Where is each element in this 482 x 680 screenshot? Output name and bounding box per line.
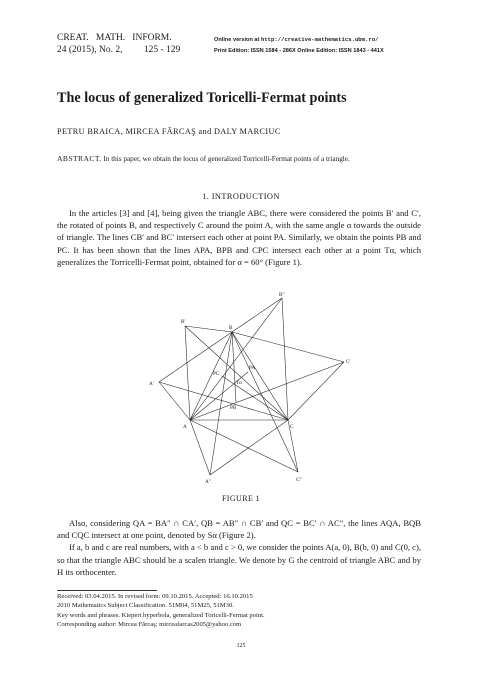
label-pa: PA bbox=[249, 365, 256, 371]
figure-1-diagram bbox=[140, 288, 362, 486]
online-version-line bbox=[214, 34, 384, 46]
footnote-received: Received: 03.04.2015. In revised form: 09.10.2015. Accepted: 16.10.2015 bbox=[57, 593, 253, 600]
label-b: B bbox=[229, 325, 233, 331]
label-pc: PC bbox=[213, 371, 220, 377]
paragraph-3: If a, b and c are real numbers, with a < b and c > 0, we consider the points A(a, 0), B(b, 0) and C(0, c), so that the triangle ABC should be a scalen triangle. We denote by G the centroid of triangle ABC and by H its orthocenter. bbox=[57, 542, 421, 577]
label-pb: PB bbox=[230, 405, 237, 411]
label-b2: B″ bbox=[279, 292, 285, 298]
journal-citation bbox=[57, 32, 180, 56]
segment-b1-a bbox=[185, 326, 190, 420]
segment-b2-c bbox=[282, 298, 288, 420]
label-t-alpha: Tα bbox=[236, 380, 242, 386]
segment-b2-b bbox=[232, 298, 282, 332]
segment-a1-b bbox=[159, 332, 232, 382]
edition-info bbox=[214, 34, 384, 57]
section-heading: 1. INTRODUCTION bbox=[202, 192, 280, 201]
label-a: A bbox=[183, 424, 187, 430]
paper-title: The locus of generalized Toricelli-Fermat points bbox=[57, 90, 347, 106]
intro-paragraph-text: In the articles [3] and [4], being given the triangle ABC, there were considered the points B′ and C′, the rotated of points B, and respectively C around the point A, with the same angle α towards the outside of triangle. The lines CB′ and BC′ intersect each other at point PA. Similarly, we obtain the points PB and PC. It has been shown that the lines APA, BPB and CPC intersect each other at a point Tα, which generalizes the Torricelli-Fermat point, obtained for α = 60° (Figure 1). bbox=[57, 208, 421, 267]
segment-a2-b bbox=[210, 332, 232, 475]
segment-c2-b bbox=[232, 332, 298, 472]
abstract-text: In this paper, we obtain the locus of generalized Torricelli-Fermat points of a triangle. bbox=[103, 155, 350, 163]
journal-citation-line1: CREAT. MATH. INFORM. bbox=[57, 33, 172, 43]
intro-paragraph bbox=[57, 207, 421, 268]
paragraph-2: Also, considering QA = BA″ ∩ CA′, QB = AB″ ∩ CB′ and QC = BC′ ∩ AC″, the lines AQA, BQB and CQC intersect at one point, denoted by Sα (Figure 2). bbox=[57, 518, 421, 541]
segment-c1-b bbox=[232, 332, 344, 362]
body-paragraphs bbox=[57, 517, 421, 578]
online-url-link[interactable]: http://creative-mathematics.ubm.ro/ bbox=[260, 36, 379, 43]
footnote-keywords: Key words and phrases. Kiepert hyperbola, generalized Toricelli-Fermat point. bbox=[57, 611, 265, 619]
journal-citation-line2: 24 (2015), No. 2, 125 - 129 bbox=[57, 45, 181, 55]
segment-b1-b bbox=[185, 326, 232, 332]
segment-a2-c bbox=[210, 420, 288, 475]
figure-lines bbox=[159, 298, 344, 475]
footnote-msc: 2010 Mathematics Subject Classification. 51M04, 51M25, 51M30. bbox=[57, 602, 234, 610]
print-edition-line: Print Edition: ISSN 1584 - 286X Online Edition: ISSN 1843 - 441X bbox=[214, 48, 384, 54]
footnote-rule bbox=[57, 590, 157, 591]
segment-a1-a bbox=[159, 382, 190, 420]
cevian-c-pc bbox=[222, 376, 288, 420]
cevian-b-pb bbox=[232, 332, 236, 402]
abstract bbox=[57, 154, 350, 163]
label-a1: A′ bbox=[149, 381, 154, 387]
segment-c1-c bbox=[288, 362, 344, 420]
figure-point-labels bbox=[149, 292, 351, 485]
label-c: C bbox=[290, 424, 294, 430]
page-number: 125 bbox=[236, 643, 246, 649]
label-c1: C′ bbox=[346, 359, 351, 365]
online-version-prefix: Online version at bbox=[214, 37, 261, 43]
abstract-label: ABSTRACT. bbox=[57, 154, 102, 163]
paper-authors: PETRU BRAICA, MIRCEA FĂRCAŞ and DALY MARCIUC bbox=[57, 127, 281, 136]
label-c2: C″ bbox=[296, 477, 302, 483]
footnote-corresponding: Corresponding author: Mircea Fărcaş; mirceafarcas2005@yahoo.com bbox=[57, 621, 242, 629]
figure-1-caption: FIGURE 1 bbox=[221, 494, 261, 503]
label-a2: A″ bbox=[205, 479, 211, 485]
footnotes bbox=[57, 592, 265, 630]
label-b1: B′ bbox=[181, 319, 186, 325]
